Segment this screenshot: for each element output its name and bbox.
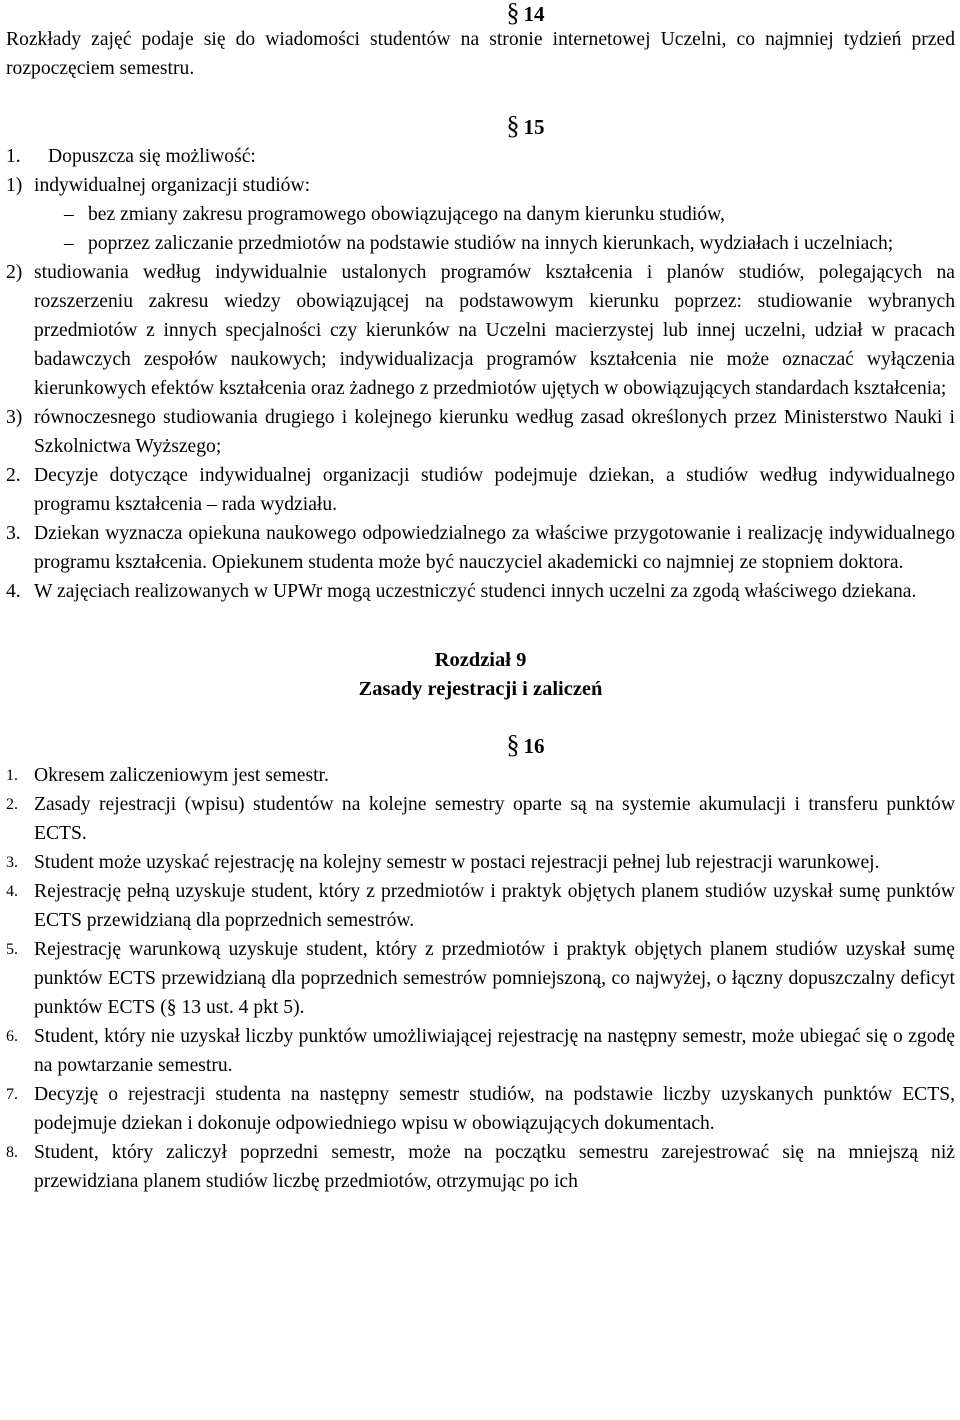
section-16-heading xyxy=(6,730,955,761)
subpoint-text: indywidualnej organizacji studiów: xyxy=(34,175,311,196)
subpoint-number: 2) xyxy=(6,262,23,283)
dash-item-2 xyxy=(6,229,955,258)
subpoint-number: 1) xyxy=(6,175,23,196)
section-16-point-2 xyxy=(6,790,955,848)
subpoint-text: studiowania według indywidualnie ustalonych programów kształcenia i planów studiów, polegających na rozszerzeniu zakresu wiedzy obowiązującej na podstawowym kierunku poprzez: studiowanie wybranych przedmiotów z innych specjalności czy kierunków na Uczelni macierzystej lub innej uczelni, udział w pracach badawczych zespołów naukowych; indywidualizacja programów kształcenia nie może oznaczać wyłączenia kierunkowych efektów kształcenia oraz żadnego z przedmiotów ujętych w obowiązujących standardach kształcenia; xyxy=(34,262,955,399)
point-text: Decyzję o rejestracji studenta na następny semestr studiów, na podstawie liczby uzyskanych punktów ECTS, podejmuje dziekan i dokonuje odpowiedniego wpisu w obowiązujących dokumentach. xyxy=(34,1084,955,1134)
point-number: 7. xyxy=(6,1086,18,1103)
section-16-point-6 xyxy=(6,1022,955,1080)
section-15-point-2 xyxy=(6,461,955,519)
section-15-point-3 xyxy=(6,519,955,577)
dash-text: bez zmiany zakresu programowego obowiązującego na danym kierunku studiów, xyxy=(88,204,725,225)
point-number: 6. xyxy=(6,1028,18,1045)
point-number: 3. xyxy=(6,523,21,544)
dash-mark: – xyxy=(64,233,74,254)
point-text: Dziekan wyznacza opiekuna naukowego odpowiedzialnego za właściwe przygotowanie i realizację indywidualnego programu kształcenia. Opiekunem studenta może być nauczyciel akademicki co najmniej ze stopniem doktora. xyxy=(34,523,955,573)
section-16-point-7 xyxy=(6,1080,955,1138)
section-15-heading xyxy=(6,111,955,142)
section-14-text: Rozkłady zajęć podaje się do wiadomości studentów na stronie internetowej Uczelni, co najmniej tydzień przed rozpoczęciem semestru. xyxy=(6,29,955,79)
section-number: 16 xyxy=(523,734,545,758)
section-sign: § xyxy=(506,0,520,27)
section-number: 15 xyxy=(523,115,545,139)
point-text: Decyzje dotyczące indywidualnej organizacji studiów podejmuje dziekan, a studiów według indywidualnego programu kształcenia – rada wydziału. xyxy=(34,465,955,515)
point-number: 4. xyxy=(6,581,21,602)
section-16-point-1 xyxy=(6,761,955,790)
subpoint-number: 3) xyxy=(6,407,23,428)
point-number: 1. xyxy=(6,767,18,784)
point-number: 5. xyxy=(6,941,18,958)
point-number: 3. xyxy=(6,854,18,871)
section-16-point-8 xyxy=(6,1138,955,1196)
subpoint-1 xyxy=(6,171,955,200)
point-number: 4. xyxy=(6,883,18,900)
point-text: Student może uzyskać rejestrację na kolejny semestr w postaci rejestracji pełnej lub rejestracji warunkowej. xyxy=(34,852,880,873)
chapter-subtitle: Zasady rejestracji i zaliczeń xyxy=(358,678,603,700)
section-16-point-5 xyxy=(6,935,955,1022)
section-sign: § xyxy=(506,730,520,759)
dash-text: poprzez zaliczanie przedmiotów na podstawie studiów na innych kierunkach, wydziałach i uczelniach; xyxy=(88,233,894,254)
point-text: Rejestrację pełną uzyskuje student, który z przedmiotów i praktyk objętych planem studiów uzyskał sumę punktów ECTS przewidzianą dla poprzednich semestrów. xyxy=(34,881,955,931)
point-text: Dopuszcza się możliwość: xyxy=(48,146,256,167)
dash-mark: – xyxy=(64,204,74,225)
point-number: 1. xyxy=(6,146,21,167)
subpoint-3 xyxy=(6,403,955,461)
point-text: Zasady rejestracji (wpisu) studentów na kolejne semestry oparte są na systemie akumulacji i transferu punktów ECTS. xyxy=(34,794,955,844)
point-text: Student, który nie uzyskał liczby punktów umożliwiającej rejestrację na następny semestr, może ubiegać się o zgodę na powtarzanie semestru. xyxy=(34,1026,955,1076)
point-text: W zajęciach realizowanych w UPWr mogą uczestniczyć studenci innych uczelni za zgodą właściwego dziekana. xyxy=(34,581,917,602)
section-16-point-4 xyxy=(6,877,955,935)
subpoint-2 xyxy=(6,258,955,403)
subpoint-text: równoczesnego studiowania drugiego i kolejnego kierunku według zasad określonych przez Ministerstwo Nauki i Szkolnictwa Wyższego; xyxy=(34,407,955,457)
point-text: Rejestrację warunkową uzyskuje student, który z przedmiotów i praktyk objętych planem studiów uzyskał sumę punktów ECTS przewidzianą dla poprzednich semestrów pomniejszoną, co najwyżej, o łączny dopuszczalny deficyt punktów ECTS (§ 13 ust. 4 pkt 5). xyxy=(34,939,955,1018)
point-text: Student, który zaliczył poprzedni semestr, może na początku semestru zarejestrować się na mniejszą niż przewidziana planem studiów liczbę przedmiotów, otrzymując po ich xyxy=(34,1142,955,1192)
section-number: 14 xyxy=(523,2,545,26)
point-number: 2. xyxy=(6,465,21,486)
section-16-point-3 xyxy=(6,848,955,877)
section-sign: § xyxy=(506,111,520,140)
section-15-point-4 xyxy=(6,577,955,606)
chapter-title: Rozdział 9 xyxy=(434,649,527,671)
point-number: 8. xyxy=(6,1144,18,1161)
section-14-heading xyxy=(6,0,955,27)
section-16-list xyxy=(6,761,955,1196)
point-number: 2. xyxy=(6,796,18,813)
point-text: Okresem zaliczeniowym jest semestr. xyxy=(34,765,329,786)
dash-item-1 xyxy=(6,200,955,229)
section-15-point-1 xyxy=(6,142,955,171)
